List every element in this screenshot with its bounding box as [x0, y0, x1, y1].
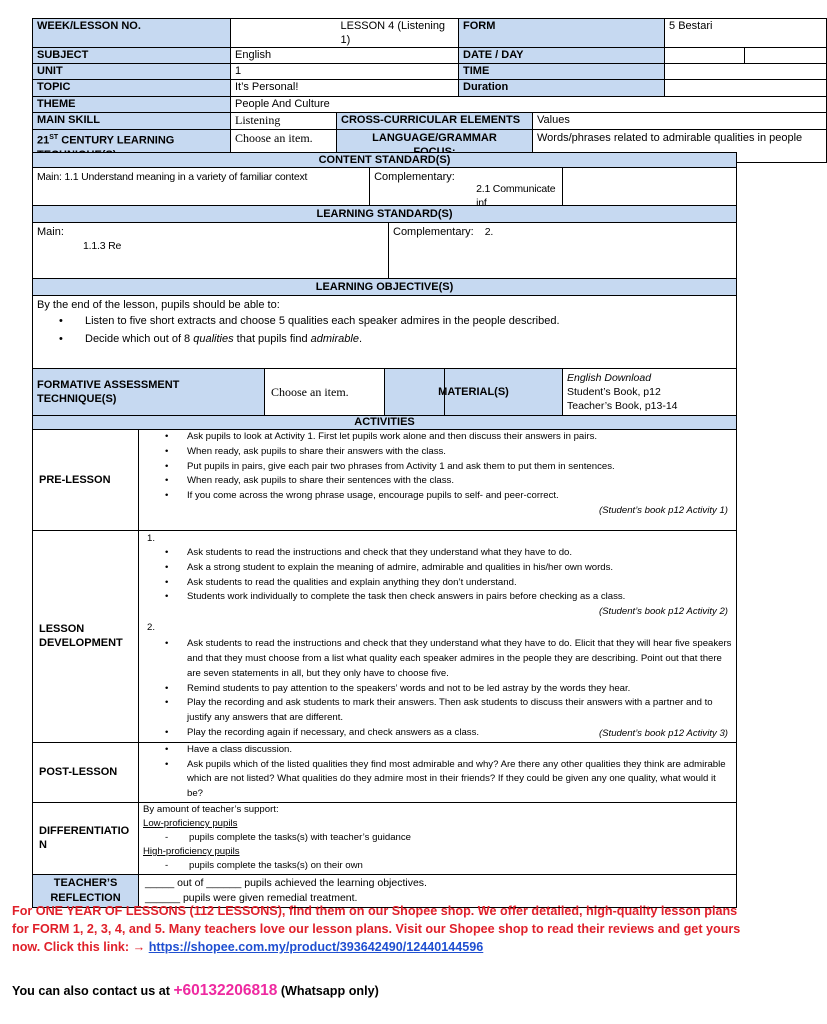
post-lesson-label: POST-LESSON: [33, 742, 139, 802]
whatsapp-note: (Whatsapp only): [277, 984, 379, 998]
high-proficiency-item: - pupils complete the tasks(s) on their own: [143, 859, 732, 873]
list-item: • Ask students to read the qualities and explain anything they don’t understand.: [187, 576, 732, 591]
list-item: • Play the recording again if necessary, and check answers as a class.: [187, 726, 732, 741]
content-standard-main[interactable]: Main: 1.1 Understand meaning in a variety of familiar context: [33, 168, 370, 205]
complementary-value: 2.: [484, 226, 494, 238]
language-grammar-label: LANGUAGE/GRAMMAR: [337, 130, 533, 163]
pre-lesson-body[interactable]: [139, 430, 737, 531]
differentiation-intro: By amount of teacher’s support:: [143, 803, 279, 815]
material-item: Teacher’s Book, p13-14: [567, 400, 678, 412]
lesson-value: LESSON 4 (Listening 1): [337, 19, 459, 48]
lesson-header-table: [32, 18, 827, 163]
development-list-2: [143, 637, 732, 741]
activities-title: ACTIVITIES: [33, 416, 737, 430]
contact-text: You can also contact us at: [12, 984, 174, 998]
list-item: • Have a class discussion.: [187, 743, 732, 758]
promo-text: [12, 902, 752, 956]
content-standard-row: [33, 168, 563, 209]
unit-value: 1: [231, 64, 459, 80]
learning-objective-body[interactable]: [33, 296, 737, 369]
lesson-development-label: LESSON DEVELOPMENT: [33, 531, 139, 743]
formative-assessment-value[interactable]: Choose an item.: [265, 369, 445, 415]
date-value[interactable]: [665, 48, 745, 64]
lesson-body-table: [32, 152, 737, 908]
arrow-right-icon: →: [132, 940, 146, 954]
topic-label: TOPIC: [33, 80, 231, 97]
list-item: • Play the recording and ask students to mark their answers. Then ask students to discuss their answers with a partner and to justify any answers that are different.: [187, 696, 732, 726]
list-item: • Remind students to pay attention to the speakers’ words and not to be led astray by the words they hear.: [187, 682, 732, 697]
unit-label: UNIT: [33, 64, 231, 80]
step-number: 1.: [147, 533, 156, 544]
subject-label: SUBJECT: [33, 48, 231, 64]
list-item: • Students work individually to complete the task then check answers in pairs before checking as a class.: [187, 590, 732, 605]
list-item: • Put pupils in pairs, give each pair two phrases from Activity 1 and ask them to put them in sentences.: [187, 460, 732, 475]
21st-century-label: 21ST CENTURY LEARNING: [33, 130, 231, 163]
phone-number[interactable]: +60132206818: [173, 982, 278, 999]
theme-value: People And Culture: [231, 97, 827, 113]
material-item: English Download: [567, 372, 652, 384]
differentiation-body[interactable]: [139, 802, 737, 874]
week-label: WEEK/LESSON NO.: [33, 19, 231, 48]
promo-body: For ONE YEAR OF LESSONS (112 LESSONS), find them on our Shopee shop. We offer detailed, high-quality lesson plans for FORM 1, 2, 3, 4, and 5. Many teachers love our lesson plans. Visit our Shopee shop to read their reviews and get yours now. Click this link:: [12, 904, 741, 954]
list-item: • Ask pupils to look at Activity 1. First let pupils work alone and then discuss their answers in pairs.: [187, 430, 732, 445]
main-skill-value[interactable]: Listening: [231, 113, 337, 130]
content-standard-title: CONTENT STANDARD(S): [33, 153, 737, 168]
week-value[interactable]: [231, 19, 337, 48]
list-item: • Ask students to read the instructions and check that they understand what they have to do. Elicit that they will hear five speakers and that they must choose from a list what quality each speaker admires in the people they are describing. Point out that there are seven statements in all, but they only have to choose five.: [187, 637, 732, 681]
topic-value: It’s Personal!: [231, 80, 459, 97]
time-value[interactable]: [665, 64, 827, 80]
main-skill-label: MAIN SKILL: [33, 113, 231, 130]
development-reference-2: (Student’s book p12 Activity 3): [598, 727, 729, 739]
main-label: Main:: [37, 226, 64, 238]
21st-century-value[interactable]: Choose an item.: [231, 130, 337, 163]
materials-label: MATERIAL(S): [385, 369, 563, 416]
language-grammar-value[interactable]: Words/phrases related to admirable qualities in people: [533, 130, 827, 163]
duration-value[interactable]: [665, 80, 827, 97]
materials-value[interactable]: [563, 369, 737, 416]
low-proficiency-item: - pupils complete the tasks(s) with teacher’s guidance: [143, 831, 732, 845]
list-item: • Ask pupils which of the listed qualities they find most admirable and why? Are there any other qualities they think are admirable which are not listed? What qualities do they admire most in their friends? If they could be given any one quality, what would it be?: [187, 758, 732, 802]
learning-standard-complementary[interactable]: [389, 223, 497, 278]
complementary-label: Complementary:: [393, 226, 474, 238]
objective-item: • Listen to five short extracts and choose 5 qualities each speaker admires in the people described.: [81, 312, 732, 330]
contact-line: [12, 982, 379, 1000]
list-item: • When ready, ask pupils to share their answers with the class.: [187, 445, 732, 460]
development-reference-1: (Student’s book p12 Activity 2): [598, 606, 729, 618]
list-item: • If you come across the wrong phrase usage, encourage pupils to self- and peer-correct.: [187, 489, 732, 504]
pre-lesson-label: PRE-LESSON: [33, 430, 139, 531]
duration-label: Duration: [459, 80, 665, 97]
complementary-label: Complementary:: [374, 171, 455, 183]
differentiation-label: DIFFERENTIATIO N: [33, 802, 139, 874]
cross-curricular-label: CROSS-CURRICULAR ELEMENTS: [337, 113, 533, 130]
main-value: 1.1.3 Re: [83, 240, 122, 252]
list-item: • When ready, ask pupils to share their sentences with the class.: [187, 474, 732, 489]
learning-standard-row: [33, 223, 737, 279]
learning-standard-title: LEARNING STANDARD(S): [33, 206, 737, 223]
day-value[interactable]: [745, 48, 827, 64]
form-value: 5 Bestari: [665, 19, 827, 48]
theme-label: THEME: [33, 97, 231, 113]
post-lesson-list: [143, 743, 732, 802]
form-label: FORM: [459, 19, 665, 48]
development-list-1: [143, 546, 732, 605]
pre-lesson-list: [143, 430, 732, 504]
time-label: TIME: [459, 64, 665, 80]
cross-curricular-value[interactable]: Values: [533, 113, 827, 130]
objective-intro: By the end of the lesson, pupils should be able to:: [37, 299, 280, 311]
formative-assessment-cell: [265, 369, 385, 416]
step-number: 2.: [147, 622, 156, 634]
list-item: • Ask students to read the instructions and check that they understand what they have to do.: [187, 546, 732, 561]
content-standard-complementary[interactable]: [370, 168, 562, 209]
teachers-reflection-label: TEACHER’S REFLECTION: [33, 874, 139, 907]
reflection-line: ______ pupils were given remedial treatment.: [145, 891, 358, 904]
low-proficiency-heading: Low-proficiency pupils: [143, 817, 238, 829]
material-item: Student’s Book, p12: [567, 386, 661, 398]
shopee-link[interactable]: https://shopee.com.my/product/393642490/12440144596: [148, 940, 484, 954]
pre-lesson-reference: (Student’s book p12 Activity 1): [598, 504, 729, 516]
high-proficiency-heading: High-proficiency pupils: [143, 845, 240, 857]
complementary-value: 2.1 Communicate inf: [476, 183, 556, 209]
list-item: • Ask a strong student to explain the meaning of admire, admirable and qualities in his/her own words.: [187, 561, 732, 576]
reflection-line: _____ out of ______ pupils achieved the learning objectives.: [145, 876, 427, 889]
formative-assessment-label: FORMATIVE ASSESSMENT TECHNIQUE(S): [33, 369, 265, 416]
objective-item: • Decide which out of 8 qualities that pupils find admirable.: [81, 330, 732, 348]
lesson-development-body[interactable]: [139, 531, 737, 743]
subject-value: English: [231, 48, 459, 64]
content-standard-spacer: [563, 168, 737, 206]
date-label: DATE / DAY: [459, 48, 665, 64]
learning-standard-main[interactable]: [33, 223, 389, 278]
post-lesson-body[interactable]: [139, 742, 737, 802]
learning-objective-title: LEARNING OBJECTIVE(S): [33, 279, 737, 296]
